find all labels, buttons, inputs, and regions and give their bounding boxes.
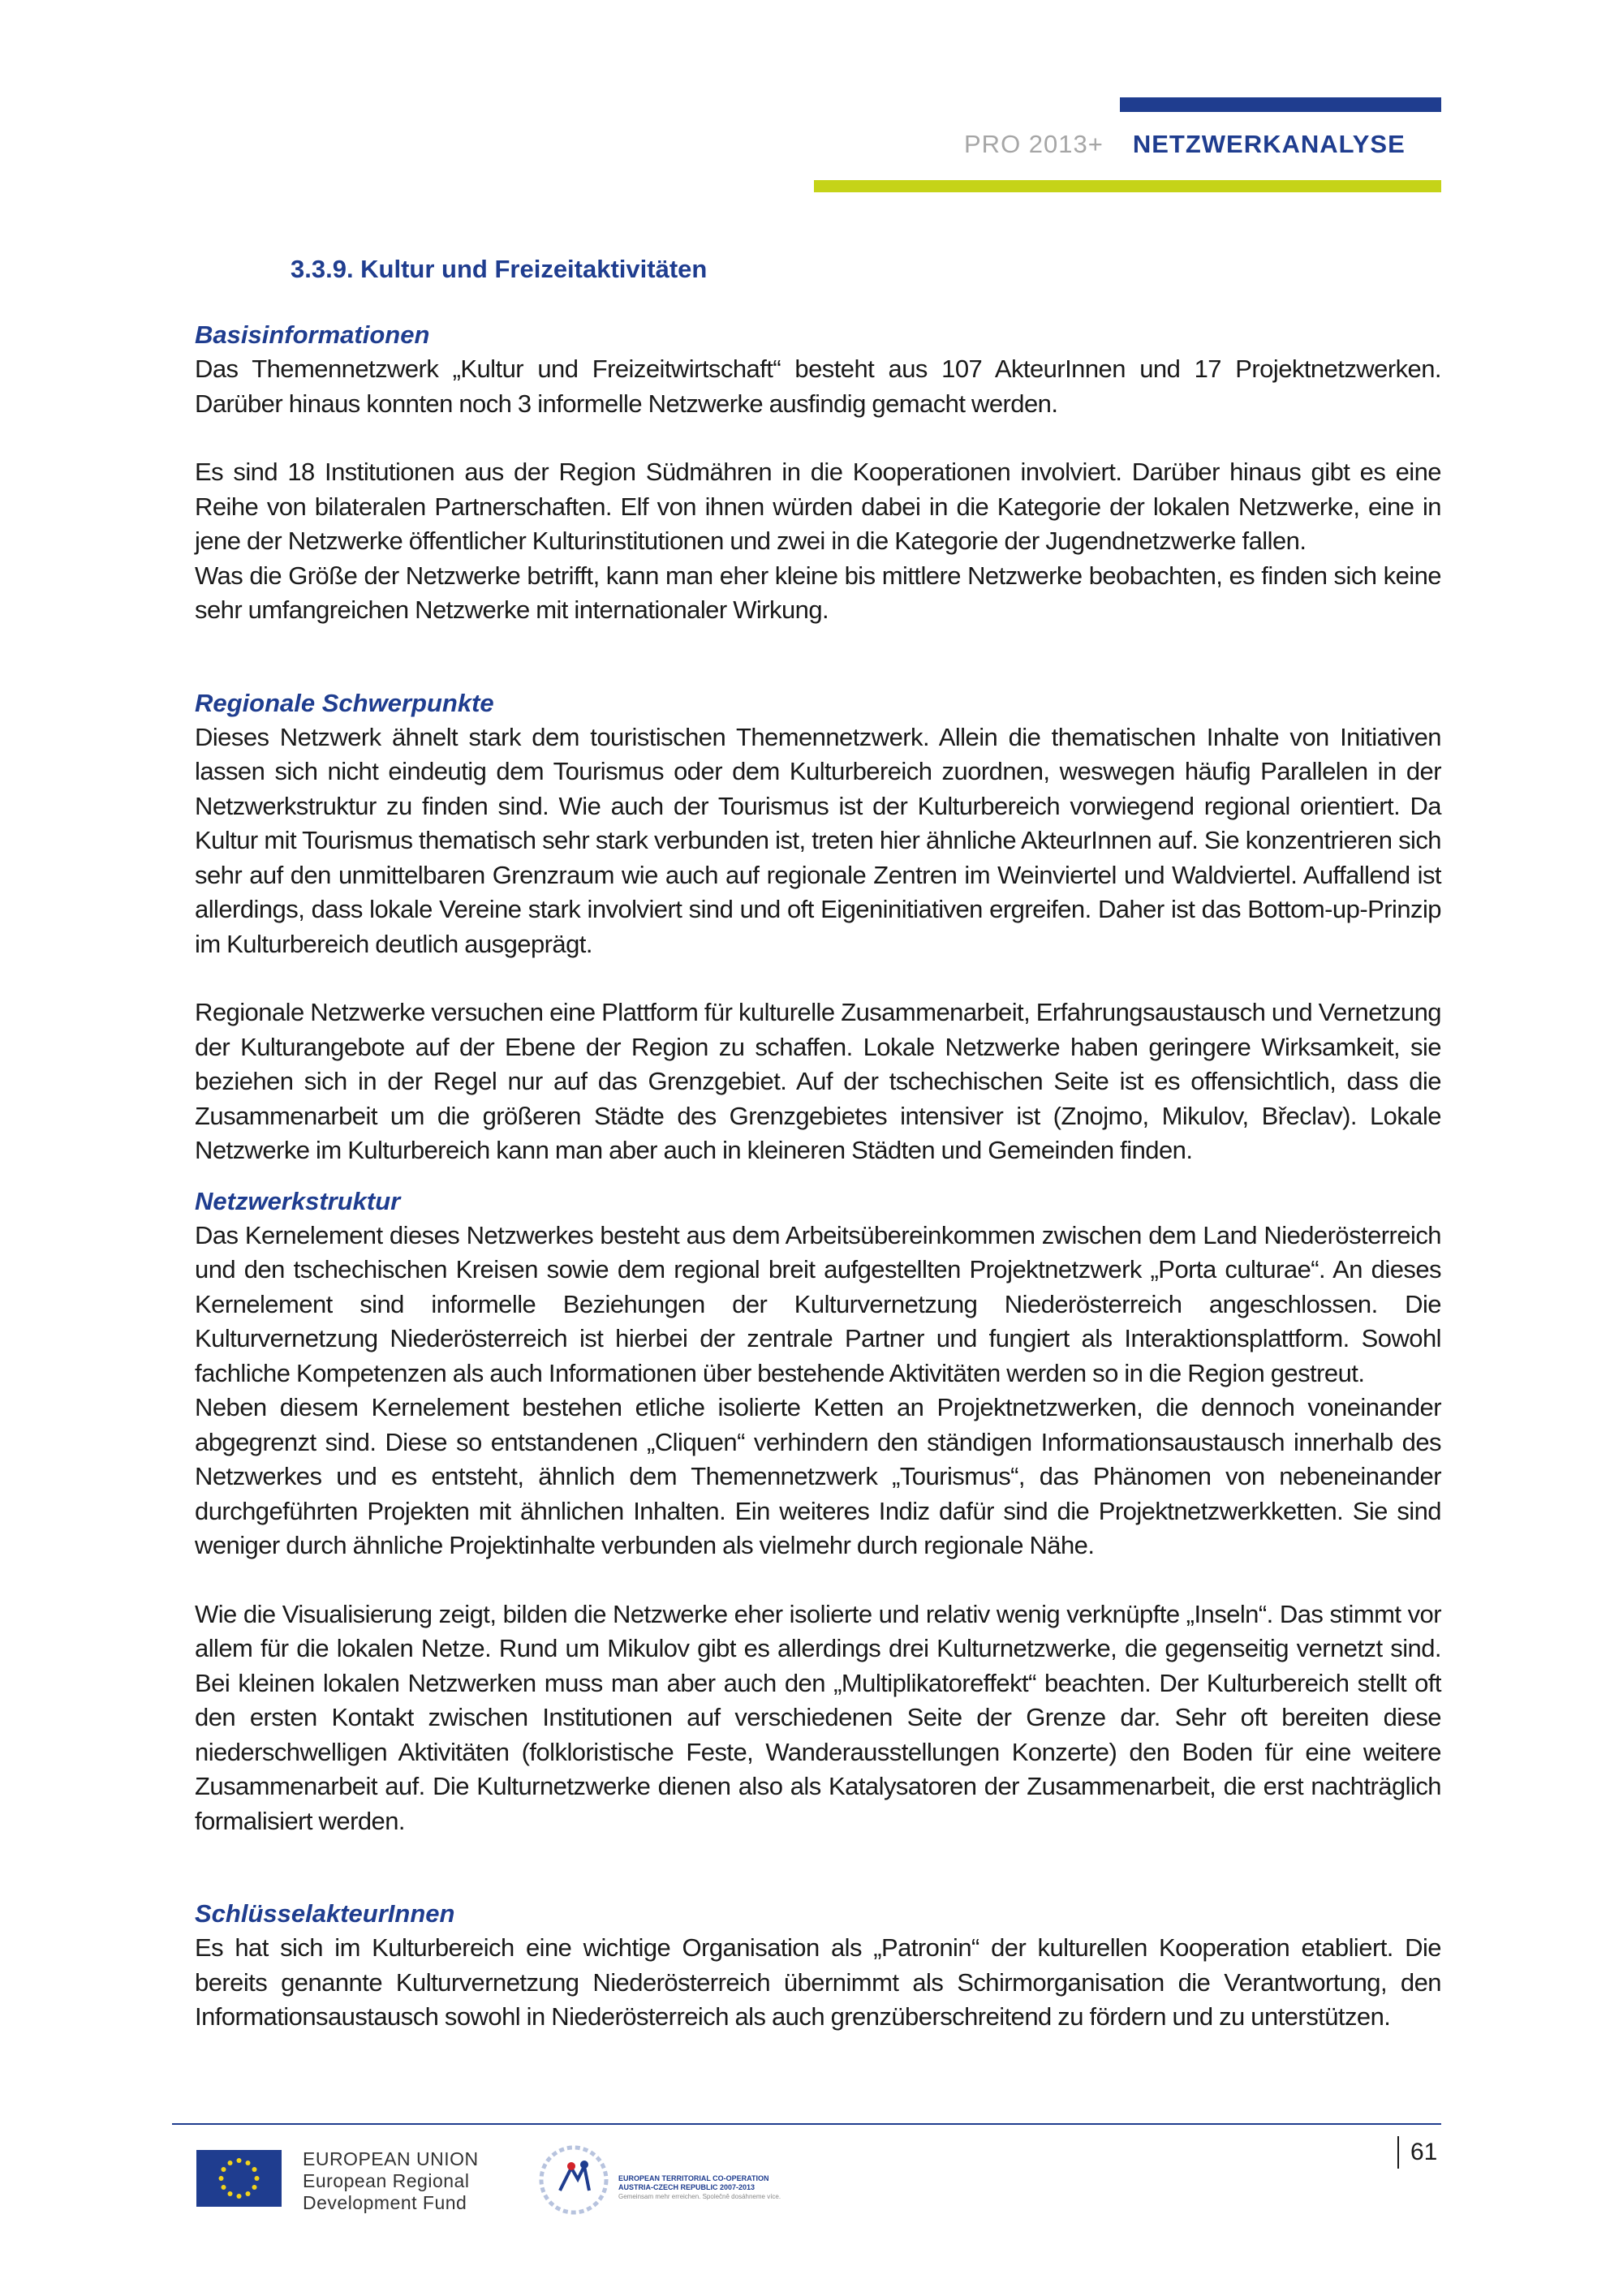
header-blue-bar (1120, 97, 1441, 112)
heading-regionale-schwerpunkte: Regionale Schwerpunkte (195, 688, 494, 717)
coop-line1: EUROPEAN TERRITORIAL CO-OPERATION (618, 2174, 769, 2182)
heading-netzwerkstruktur: Netzwerkstruktur (195, 1186, 401, 1215)
coop-tagline: Gemeinsam mehr erreichen. Společně dosáhneme více. (618, 2193, 781, 2200)
paragraph: Dieses Netzwerk ähnelt stark dem touristischen Themennetzwerk. Allein die thematischen Inhalte von Initiativen lassen sich nicht eindeutig dem Tourismus oder dem Kulturbereich zuordnen, weswegen häufig Parallelen in der Netzwerkstruktur zu finden sind. Wie auch der Tourismus ist der Kulturbereich vorwiegend regional orientiert. Da Kultur mit Tourismus thematisch sehr stark verbunden ist, treten hier ähnliche AkteurInnen auf. Sie konzentrieren sich sehr auf den unmittelbaren Grenzraum wie auch auf regionale Zentren im Weinviertel und Waldviertel. Auffallend ist allerdings, dass lokale Vereine stark involviert sind und oft Eigeninitiativen ergreifen. Daher ist das Bottom-up-Prinzip im Kulturbereich deutlich ausgeprägt. (195, 722, 1441, 958)
eu-label-line1: EUROPEAN UNION (303, 2148, 479, 2169)
page-number: 61 (1410, 2139, 1438, 2165)
eu-label-line2: European Regional (303, 2170, 470, 2191)
eu-label-line3: Development Fund (303, 2192, 467, 2213)
paragraph: Regionale Netzwerke versuchen eine Plattform für kulturelle Zusammenarbeit, Erfahrungsaustausch und Vernetzung der Kulturangebote auf der Ebene der Region zu schaffen. Lokale Netzwerke haben geringere Wirksamkeit, sie beziehen sich in der Regel nur auf das Grenzgebiet. Auf der tschechischen Seite ist es offensichtlich, dass die Zusammenarbeit um die größeren Städte des Grenzgebietes intensiver ist (Znojmo, Mikulov, Břeclav). Lokale Netzwerke im Kulturbereich kann man aber auch in kleineren Städten und Gemeinden finden. (195, 998, 1441, 1164)
section-title: 3.3.9. Kultur und Freizeitaktivitäten (291, 255, 708, 283)
header-lime-bar (814, 180, 1441, 192)
cooperation-label (618, 2174, 781, 2201)
paragraph: Wie die Visualisierung zeigt, bilden die Netzwerke eher isolierte und relativ wenig verknüpfte „Inseln“. Das stimmt vor allem für die lokalen Netze. Rund um Mikulov gibt es allerdings drei Kulturnetzwerke, die gegenseitig vernetzt sind. Bei kleinen lokalen Netzwerken muss man aber auch den „Multiplikatoreffekt“ beachten. Der Kulturbereich stellt oft den ersten Kontakt zwischen Institutionen auf verschiedenen Seite der Grenze dar. Sehr oft bereiten diese niederschwelligen Aktivitäten (folkloristische Feste, Wanderausstellungen Konzerte) den Boden für eine weitere Zusammenarbeit auf. Die Kulturnetzwerke dienen also als Katalysatoren der Zusammenarbeit, die erst nachträglich formalisiert werden. (195, 1599, 1441, 1835)
cooperation-logo-icon (536, 2142, 612, 2218)
heading-basisinformationen: Basisinformationen (195, 320, 430, 349)
paragraph: Das Kernelement dieses Netzwerkes besteht aus dem Arbeitsübereinkommen zwischen dem Land Niederösterreich und den tschechischen Kreisen sowie dem regional breit aufgestellten Projektnetzwerk „Porta culturae“. An dieses Kernelement sind informelle Beziehungen der Kulturvernetzung Niederösterreich angeschlossen. Die Kulturvernetzung Niederösterreich ist hierbei der zentrale Partner und fungiert als Interaktionsplattform. Sowohl fachliche Kompetenzen als auch Informationen über bestehende Aktivitäten werden so in die Region gestreut. (195, 1220, 1441, 1387)
heading-schluesselakteurinnen: SchlüsselakteurInnen (195, 1899, 455, 1928)
paragraph: Was die Größe der Netzwerke betrifft, kann man eher kleine bis mittlere Netzwerke beobachten, es finden sich keine sehr umfangreichen Netzwerke mit internationaler Wirkung. (195, 561, 1441, 624)
footer-rule (172, 2123, 1441, 2125)
paragraph: Das Themennetzwerk „Kultur und Freizeitwirtschaft“ besteht aus 107 AkteurInnen und 17 Projektnetzwerken. Darüber hinaus konnten noch 3 informelle Netzwerke ausfindig gemacht werden. (195, 355, 1441, 418)
header-project-label: PRO 2013+ (964, 130, 1104, 158)
eu-flag-icon (196, 2150, 282, 2207)
coop-line2: AUSTRIA-CZECH REPUBLIC 2007-2013 (618, 2183, 756, 2191)
paragraph: Es hat sich im Kulturbereich eine wichtige Organisation als „Patronin“ der kulturellen Kooperation etabliert. Die bereits genannte Kulturvernetzung Niederösterreich übernimmt als Schirmorganisation die Verantwortung, den Informationsaustausch sowohl in Niederösterreich als auch grenzüberschreitend zu fördern und zu unterstützen. (195, 1933, 1441, 2031)
paragraph: Neben diesem Kernelement bestehen etliche isolierte Ketten an Projektnetzwerken, die dennoch voneinander abgegrenzt sind. Diese so entstandenen „Cliquen“ verhindern den ständigen Informationsaustausch innerhalb des Netzwerkes und es entsteht, ähnlich dem Themennetzwerk „Tourismus“, das Phänomen von nebeneinander durchgeführten Projekten mit ähnlichen Inhalten. Ein weiteres Indiz dafür sind die Projektnetzwerkketten. Sie sind weniger durch ähnliche Projektinhalte verbunden als vielmehr durch regionale Nähe. (195, 1393, 1441, 1559)
paragraph: Es sind 18 Institutionen aus der Region Südmähren in die Kooperationen involviert. Darüber hinaus gibt es eine Reihe von bilateralen Partnerschaften. Elf von ihnen würden dabei in die Kategorie der lokalen Netzwerke, eine in jene der Netzwerke öffentlicher Kulturinstitutionen und zwei in die Kategorie der Jugendnetzwerke fallen. (195, 458, 1441, 555)
header-label (964, 130, 1406, 162)
page-number-separator (1397, 2136, 1399, 2169)
header-section-label: NETZWERKANALYSE (1132, 130, 1406, 158)
page-content (195, 252, 1441, 2035)
eu-fund-label (303, 2148, 479, 2214)
